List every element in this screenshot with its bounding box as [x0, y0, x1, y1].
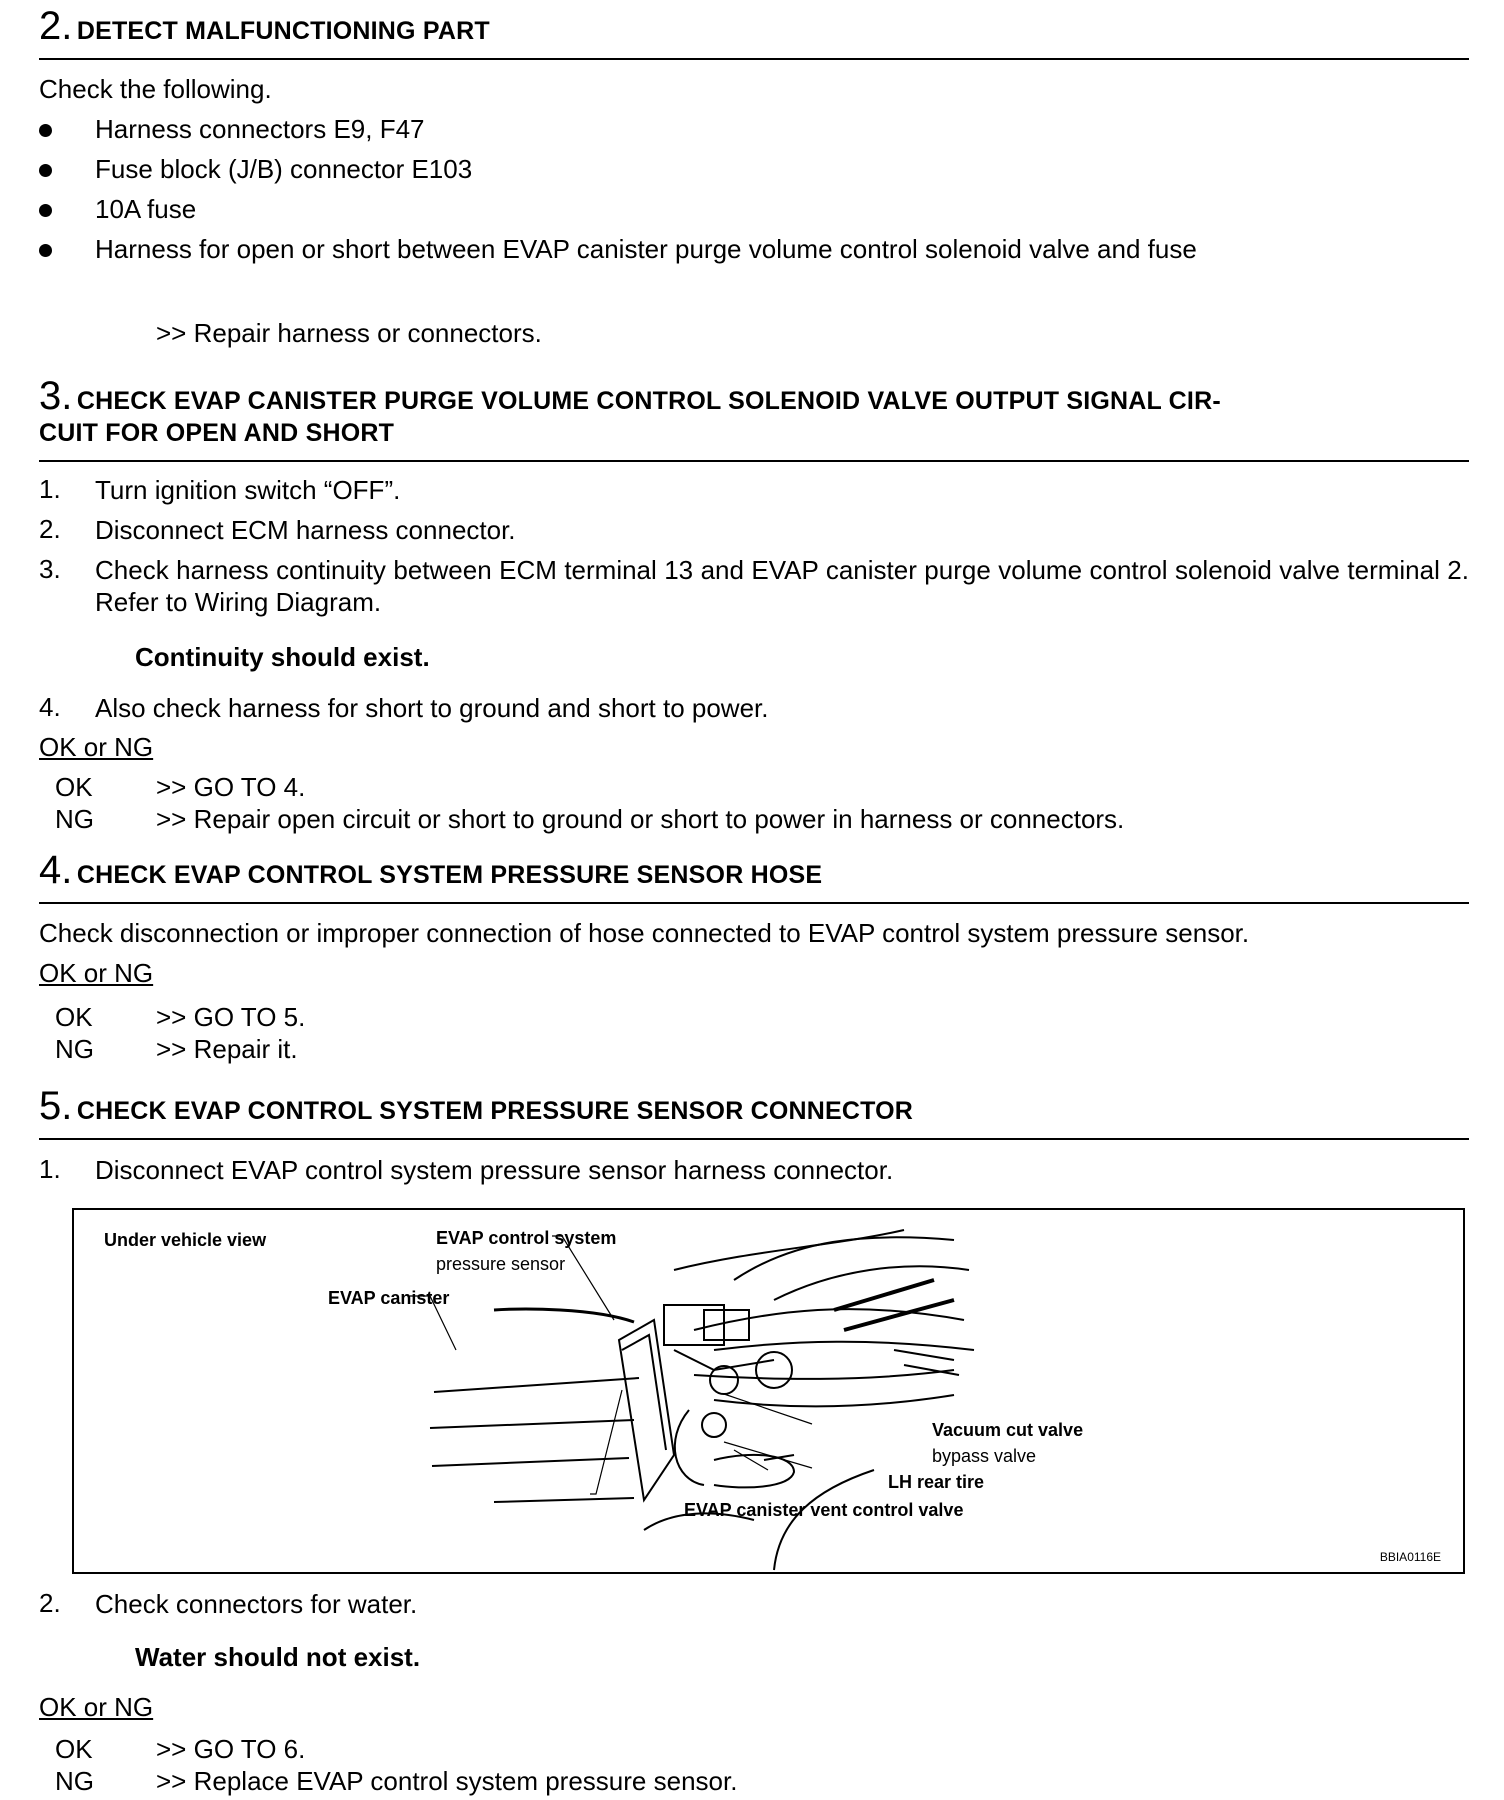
step-title: CHECK EVAP CANISTER PURGE VOLUME CONTROL SOLENOID VALVE OUTPUT SIGNAL CIR-: [76, 387, 1221, 415]
step-4-heading: [39, 848, 1469, 904]
figure-view-label: Under vehicle view: [104, 1230, 267, 1250]
step-title: CHECK EVAP CONTROL SYSTEM PRESSURE SENSOR HOSE: [76, 861, 823, 889]
bullet-icon: [39, 124, 52, 137]
step-3-heading: [39, 374, 1469, 462]
bullet-icon: [39, 244, 52, 257]
step-title: CHECK EVAP CONTROL SYSTEM PRESSURE SENSOR CONNECTOR: [76, 1097, 914, 1125]
figure-label-sensor: EVAP control system: [436, 1228, 617, 1248]
figure-label-canister: EVAP canister: [328, 1288, 450, 1308]
figure-label-vacuum-cut-valve: Vacuum cut valve: [932, 1420, 1084, 1440]
spec-text: Continuity should exist.: [135, 642, 430, 672]
spec-text: Water should not exist.: [135, 1642, 421, 1672]
step-number: 3.: [39, 374, 73, 418]
ok-or-ng-label: OK or NG: [39, 1692, 154, 1722]
step-title: DETECT MALFUNCTIONING PART: [76, 17, 490, 45]
step-2-intro: Check the following.: [39, 74, 272, 104]
step-2-result: >> Repair harness or connectors.: [156, 318, 542, 348]
step-title-continued: CUIT FOR OPEN AND SHORT: [39, 419, 395, 447]
figure-code: BBIA0116E: [1379, 1550, 1441, 1564]
step-number: 2.: [39, 4, 73, 48]
step-number: 5.: [39, 1084, 73, 1128]
bullet-icon: [39, 204, 52, 217]
figure-label-bypass-valve: bypass valve: [932, 1446, 1037, 1466]
figure-label-vent-valve: EVAP canister vent control valve: [684, 1500, 964, 1520]
figure-label-tire: LH rear tire: [888, 1472, 985, 1492]
step-number: 4.: [39, 848, 73, 892]
ok-or-ng-label: OK or NG: [39, 958, 154, 988]
ok-or-ng-label: OK or NG: [39, 732, 154, 762]
step-4-body: Check disconnection or improper connection of hose connected to EVAP control system pressure sensor.: [39, 918, 1250, 948]
step-2-heading: [39, 4, 1469, 60]
bullet-icon: [39, 164, 52, 177]
step-5-heading: [39, 1084, 1469, 1140]
figure-label-sensor-2: pressure sensor: [436, 1254, 566, 1274]
under-vehicle-figure: [72, 1208, 1465, 1574]
